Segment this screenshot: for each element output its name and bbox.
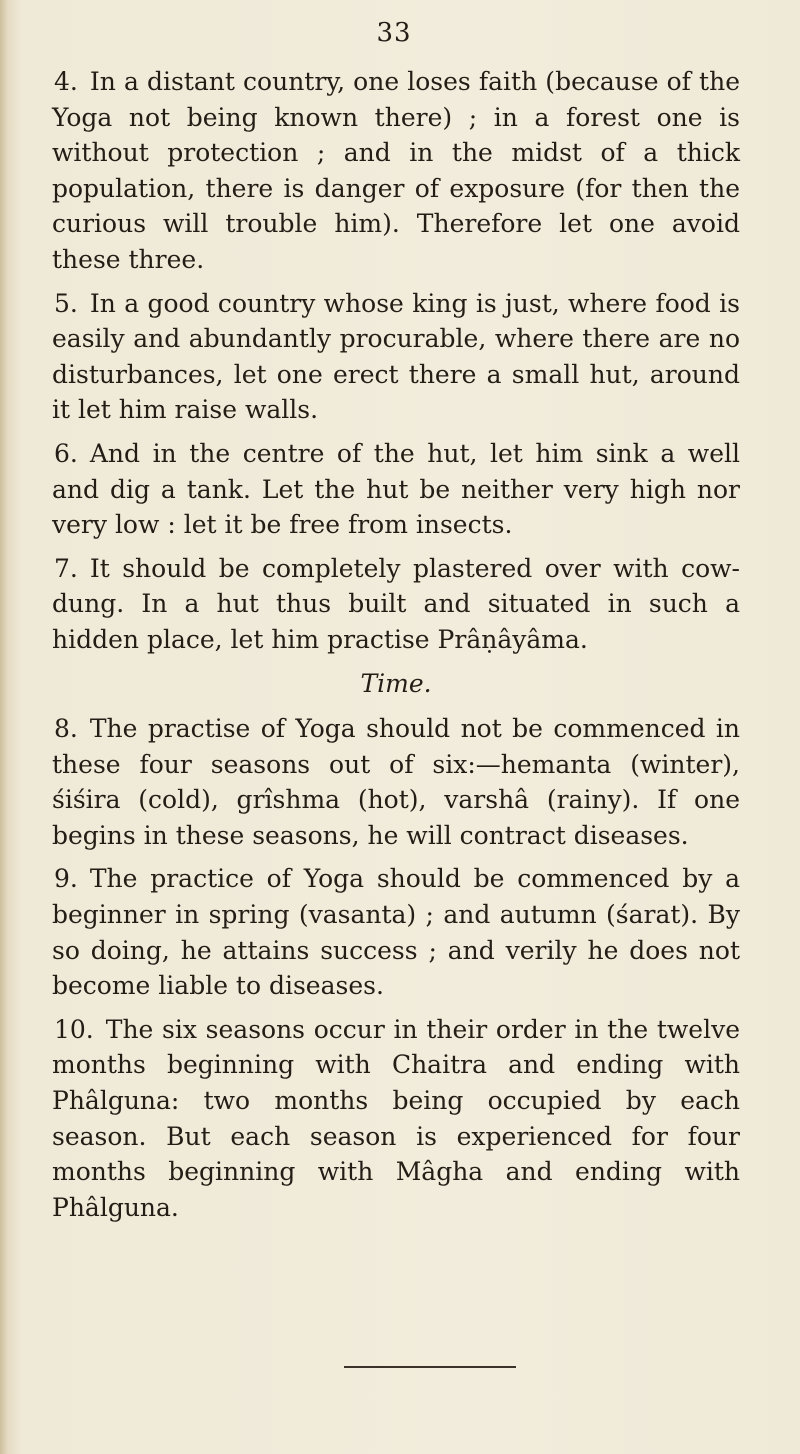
paragraph-7 <box>52 551 740 658</box>
paragraph-number: 10. <box>54 1014 94 1044</box>
paragraph-text: It should be completely plastered over with cow-dung. In a hut thus built and situated in such a hidden place, let him practise Prâṇâyâma. <box>52 553 740 654</box>
body-text <box>52 64 740 1233</box>
paragraph-number: 9. <box>54 864 78 894</box>
paragraph-text: The six seasons occur in their order in the twelve months beginning with Chaitra and ending with Phâlguna: two months being occupied by each season. But each season is experienced for four months beginning with Mâgha and ending with Phâlguna. <box>52 1014 740 1222</box>
paragraph-9 <box>52 861 740 1003</box>
paragraph-number: 6. <box>54 438 78 468</box>
paragraph-text: In a distant country, one loses faith (because of the Yoga not being known there) ; in a forest one is without protection ; and in the midst of a thick population, there is danger of exposure (for then the curious will trouble him). Therefore let one avoid these three. <box>52 67 740 274</box>
paragraph-10 <box>52 1012 740 1226</box>
paragraph-4 <box>52 64 740 278</box>
paragraph-text: The practise of Yoga should not be commenced in these four seasons out of six:—hemanta (winter), śiśira (cold), grîshma (hot), varshâ (rainy). If one begins in these seasons, he will contract diseases. <box>52 714 740 850</box>
paragraph-text: And in the centre of the hut, let him sink a well and dig a tank. Let the hut be neither very high nor very low : let it be free from insects. <box>52 438 740 540</box>
paragraph-5 <box>52 286 740 428</box>
section-heading: Time. <box>360 668 432 698</box>
paragraph-8 <box>52 711 740 853</box>
paragraph-number: 4. <box>54 67 78 96</box>
footer-rule <box>344 1366 516 1368</box>
paragraph-text: The practice of Yoga should be commenced by a beginner in spring (vasanta) ; and autumn (śarat). By so doing, he attains success ; and verily he does not become liable to diseases. <box>52 864 740 1001</box>
paragraph-6 <box>52 436 740 543</box>
paragraph-number: 5. <box>54 288 78 318</box>
paragraph-number: 8. <box>54 714 78 744</box>
paragraph-text: In a good country whose king is just, where food is easily and abundantly procurable, where there are no disturbances, let one erect there a small hut, around it let him raise walls. <box>52 288 740 425</box>
paragraph-number: 7. <box>54 553 78 583</box>
page-number: 33 <box>376 18 412 48</box>
